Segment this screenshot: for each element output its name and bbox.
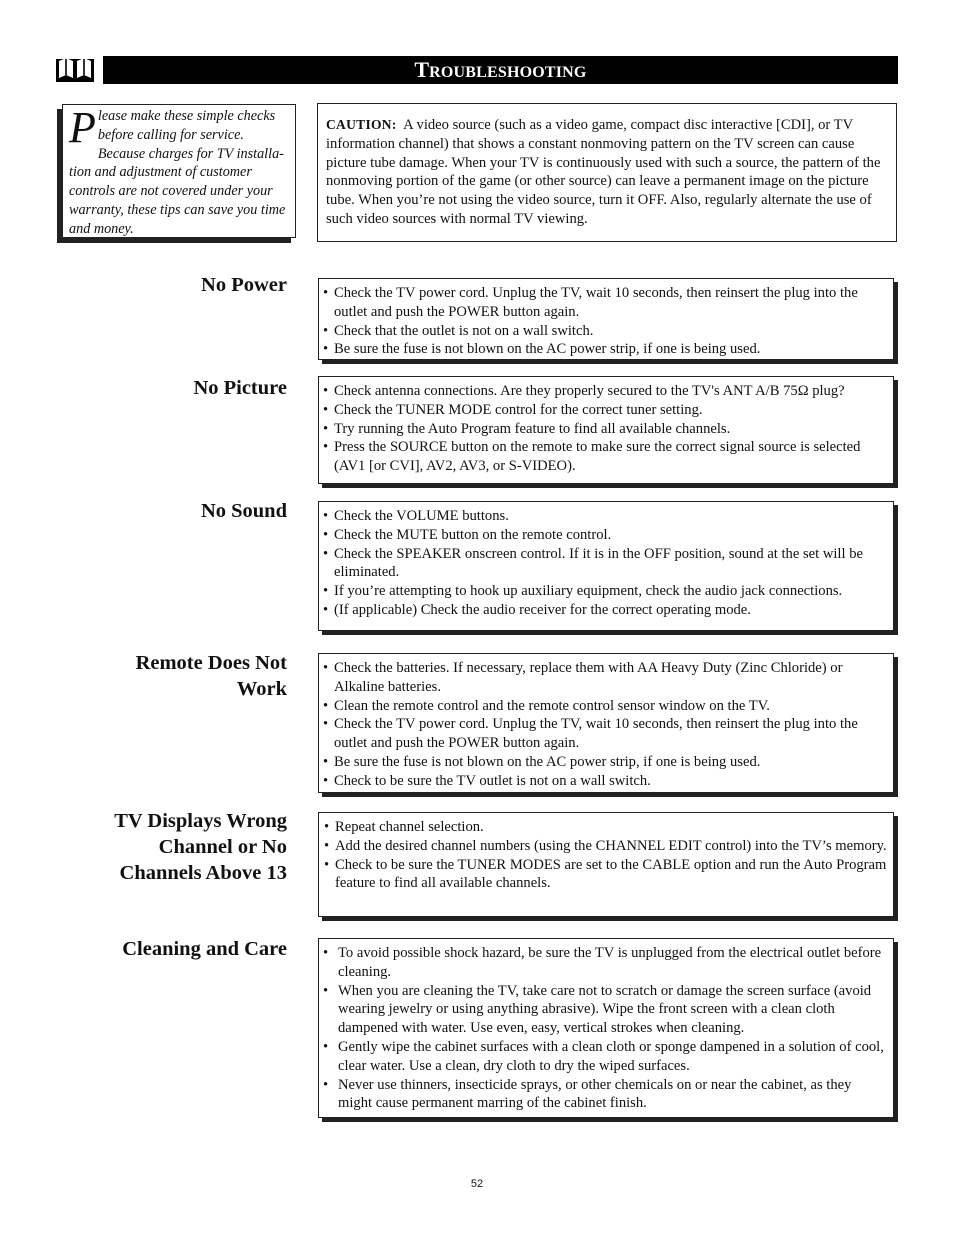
list-item: • To avoid possible shock hazard, be sure the TV is unplugged from the electrical outlet before cleaning.: [323, 944, 887, 982]
list-item: • Be sure the fuse is not blown on the AC power strip, if one is being used.: [323, 753, 887, 772]
box-no-power: [318, 278, 894, 360]
heading-remote-does-not-work: [60, 650, 287, 702]
list-item: • Clean the remote control and the remote control sensor window on the TV.: [323, 697, 887, 716]
list-item: • Try running the Auto Program feature to find all available channels.: [323, 420, 887, 439]
list-item: • Be sure the fuse is not blown on the AC power strip, if one is being used.: [323, 340, 887, 359]
heading-no-sound: No Sound: [200, 500, 287, 522]
heading-line: Channels Above 13: [119, 862, 287, 884]
list-item: • When you are cleaning the TV, take care not to scratch or damage the screen surface (avoid wearing jewelry or using anything abrasive). Wipe the front screen with a clean cloth dampened with water. Use even, easy, vertical strokes when cleaning.: [323, 982, 887, 1038]
page-title: [103, 56, 898, 84]
box-no-sound: [318, 501, 894, 631]
list-item: • Gently wipe the cabinet surfaces with a clean cloth or sponge dampened in a solution of cool, clear water. Use a clean, dry cloth to dry the wiped surfaces.: [323, 1038, 887, 1076]
list-item: • Check to be sure the TUNER MODES are set to the CABLE option and run the Auto Program feature to find all available channels.: [324, 856, 887, 894]
list-item: • Check to be sure the TV outlet is not on a wall switch.: [323, 772, 887, 791]
list-item: • Check the batteries. If necessary, replace them with AA Heavy Duty (Zinc Chloride) or Alkaline batteries.: [323, 659, 887, 697]
caution-box: [317, 103, 897, 242]
heading-line: Remote Does Not: [135, 652, 287, 674]
heading-line: TV Displays Wrong: [114, 810, 287, 832]
heading-no-power: No Power: [201, 274, 287, 296]
list-item: • Check the TV power cord. Unplug the TV, wait 10 seconds, then reinsert the plug into the outlet and push the POWER button again.: [323, 715, 887, 753]
intro-text: lease make these simple checks before calling for service. Because charges for TV installa-tion and adjustment of customer controls are not covered under your warranty, these tips can save you time and money.: [69, 108, 286, 237]
box-wrong-channel: [318, 812, 894, 917]
drop-cap: P: [69, 103, 96, 152]
box-cleaning: [318, 938, 894, 1118]
list-item: • (If applicable) Check the audio receiver for the correct operating mode.: [323, 601, 887, 620]
heading-wrong-channel: [60, 808, 287, 886]
list-item: • Press the SOURCE button on the remote to make sure the correct signal source is selected (AV1 [or CVI], AV2, AV3, or S-VIDEO).: [323, 438, 887, 476]
title-rest: ROUBLESHOOTING: [429, 64, 587, 81]
book-icon: [56, 56, 94, 82]
box-remote: [318, 653, 894, 793]
heading-cleaning-and-care: Cleaning and Care: [122, 938, 287, 960]
list-item: • Check the TUNER MODE control for the correct tuner setting.: [323, 401, 887, 420]
heading-no-picture: No Picture: [193, 377, 287, 399]
list-item: • Check that the outlet is not on a wall switch.: [323, 322, 887, 341]
title-initial: T: [414, 57, 430, 82]
caution-text: A video source (such as a video game, compact disc interactive [CDI], or TV information channel) that shows a constant nonmoving pattern on the TV screen can cause picture tube damage. When your TV is continuously used with such a source, the pattern of the nonmoving portion of the game (or other source) can leave a permanent image on the picture tube. When you’re not using the video source, turn it OFF. Also, regularly alternate the use of such video sources with normal TV viewing.: [326, 117, 881, 227]
list-item: • Check the MUTE button on the remote control.: [323, 526, 887, 545]
list-item: • Check the VOLUME buttons.: [323, 507, 887, 526]
intro-note: [62, 104, 296, 238]
box-no-picture: [318, 376, 894, 484]
list-item: • Never use thinners, insecticide sprays, or other chemicals on or near the cabinet, as they might cause permanent marring of the cabinet finish.: [323, 1076, 887, 1114]
list-item: • Check antenna connections. Are they properly secured to the TV's ANT A/B 75Ω plug?: [323, 382, 887, 401]
list-item: • If you’re attempting to hook up auxiliary equipment, check the audio jack connections.: [323, 582, 887, 601]
list-item: • Check the TV power cord. Unplug the TV, wait 10 seconds, then reinsert the plug into the outlet and push the POWER button again.: [323, 284, 887, 322]
heading-line: Work: [236, 678, 287, 700]
list-item: • Repeat channel selection.: [324, 818, 887, 837]
heading-line: Channel or No: [158, 836, 287, 858]
list-item: • Check the SPEAKER onscreen control. If it is in the OFF position, sound at the set will be eliminated.: [323, 545, 887, 583]
caution-label: CAUTION:: [326, 117, 397, 132]
page-number: 52: [470, 1178, 484, 1190]
list-item: • Add the desired channel numbers (using the CHANNEL EDIT control) into the TV’s memory.: [324, 837, 887, 856]
